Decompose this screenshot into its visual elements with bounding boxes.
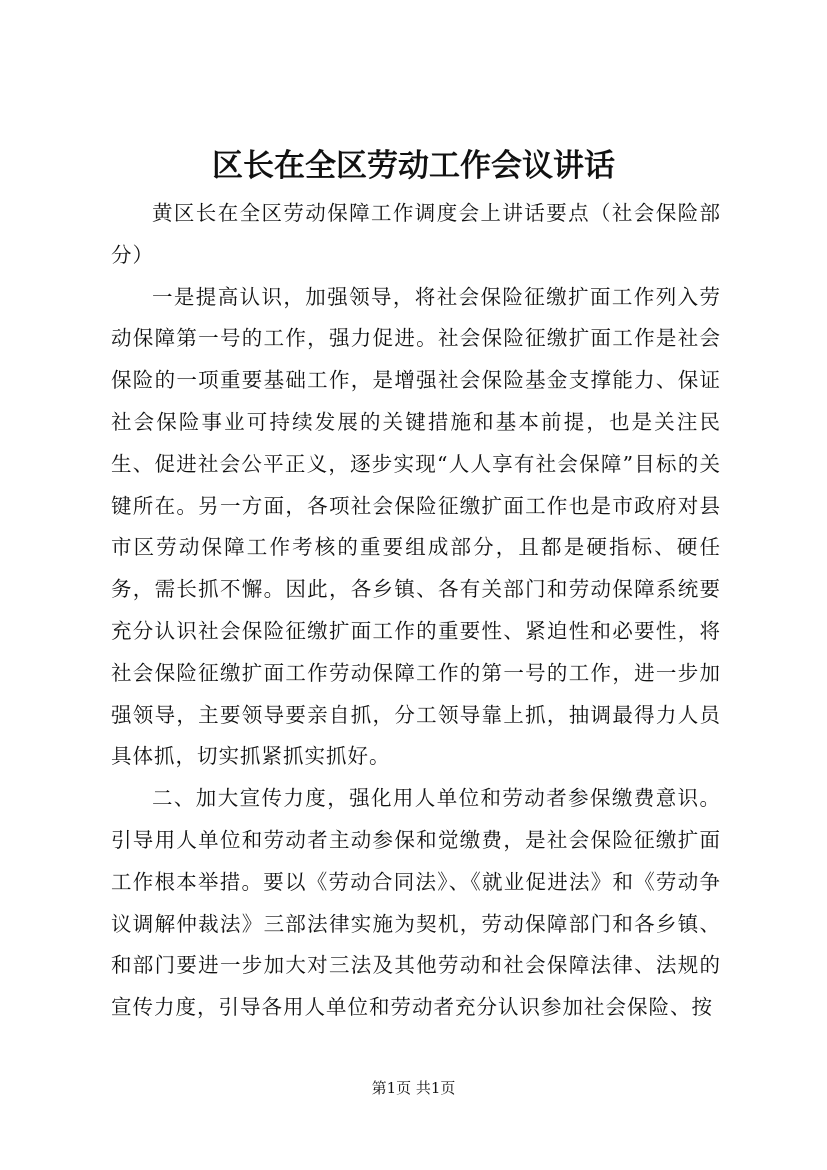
- page-footer: 第1页 共1页: [371, 1079, 456, 1097]
- document-body: [111, 193, 721, 1029]
- document-title: 区长在全区劳动工作会议讲话: [212, 148, 615, 184]
- paragraph-point-one: 一是提高认识，加强领导，将社会保险征缴扩面工作列入劳动保障第一号的工作，强力促进。社会保险征缴扩面工作是社会保险的一项重要基础工作，是增强社会保险基金支撑能力、保证社会保险事业可持续发展的关键措施和基本前提，也是关注民生、促进社会公平正义，逐步实现“人人享有社会保障”目标的关键所在。另一方面，各项社会保险征缴扩面工作也是市政府对县市区劳动保障工作考核的重要组成部分，且都是硬指标、硬任务，需长抓不懈。因此，各乡镇、各有关部门和劳动保障系统要充分认识社会保险征缴扩面工作的重要性、紧迫性和必要性，将社会保险征缴扩面工作劳动保障工作的第一号的工作，进一步加强领导，主要领导要亲自抓，分工领导靠上抓，抽调最得力人员具体抓，切实抓紧抓实抓好。: [111, 284, 721, 769]
- paragraph-point-two: 二、加大宣传力度，强化用人单位和劳动者参保缴费意识。引导用人单位和劳动者主动参保和觉缴费，是社会保险征缴扩面工作根本举措。要以《劳动合同法》、《就业促进法》和《劳动争议调解仲裁法》三部法律实施为契机，劳动保障部门和各乡镇、和部门要进一步加大对三法及其他劳动和社会保障法律、法规的宣传力度，引导各用人单位和劳动者充分认识参加社会保险、按: [111, 786, 721, 1020]
- paragraph-intro: 黄区长在全区劳动保障工作调度会上讲话要点（社会保险部分）: [111, 201, 721, 267]
